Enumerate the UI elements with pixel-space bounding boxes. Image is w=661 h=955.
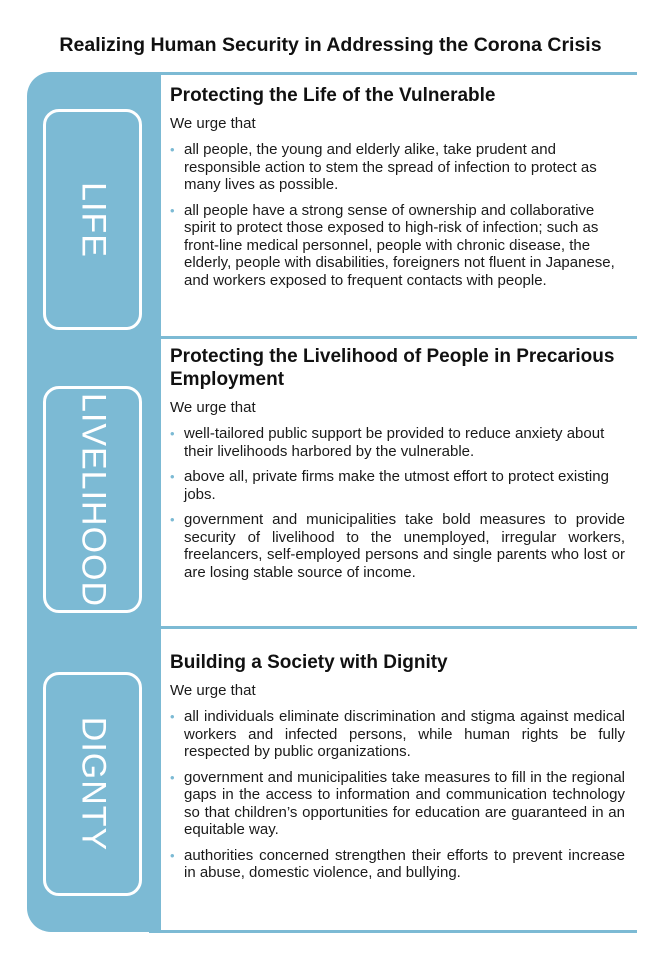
section-divider-life — [149, 336, 637, 339]
list-item-text: all individuals eliminate discrimination and stigma against medical workers and infected persons, while human rights be fully respected by public organizations. — [184, 708, 625, 760]
dignity-label: DIGNTY — [74, 716, 112, 852]
dignity-label-box — [43, 672, 142, 896]
list-item — [170, 468, 625, 503]
section-intro: We urge that — [170, 115, 256, 132]
page-title: Realizing Human Security in Addressing the Corona Crisis — [59, 34, 602, 56]
list-item-text: above all, private firms make the utmost effort to protect existing jobs. — [184, 468, 609, 503]
bullet-icon: • — [170, 512, 175, 527]
list-item-text: government and municipalities take measures to fill in the regional gaps in the access to information and communication technology so that children’s opportunities for education are guaranteed in an equitable way. — [184, 768, 625, 838]
bullet-icon: • — [170, 426, 175, 441]
list-item-text: all people, the young and elderly alike, take prudent and responsible action to stem the spread of infection to protect as many lives as possible. — [184, 141, 597, 193]
bullet-icon: • — [170, 469, 175, 484]
list-item — [170, 708, 625, 761]
list-item — [170, 511, 625, 581]
list-item — [170, 425, 625, 460]
list-item — [170, 847, 625, 882]
list-item-text: government and municipalities take bold measures to provide security of livelihood to the unemployed, irregular workers, freelancers, self-employed persons and single parents who lost or are losing stable source of income. — [184, 511, 625, 581]
bullet-icon: • — [170, 202, 175, 218]
section-title: Building a Society with Dignity — [170, 652, 448, 673]
list-item — [170, 769, 625, 839]
section-list — [170, 141, 625, 289]
list-item-text: authorities concerned strengthen their efforts to prevent increase in abuse, domestic violence, and bullying. — [184, 846, 625, 881]
bullet-icon: • — [170, 847, 175, 863]
section-list — [170, 708, 625, 882]
section-title: Protecting the Life of the Vulnerable — [170, 85, 496, 106]
list-item — [170, 141, 625, 194]
list-item-text: well-tailored public support be provided to reduce anxiety about their livelihoods harbored by the vulnerable. — [184, 425, 605, 460]
life-label-box — [43, 109, 142, 330]
list-item-text: all people have a strong sense of ownership and collaborative spirit to protect those exposed to high-risk of infection; such as front-line medical personnel, people with chronic disease, the elderly, people with disabilities, foreigners not fluent in Japanese, and workers exposed to frequent contacts with people. — [184, 201, 615, 289]
list-item — [170, 202, 625, 290]
section-life — [170, 84, 625, 289]
section-title: Protecting the Livelihood of People in Precarious Employment — [170, 346, 615, 390]
life-label: LIFE — [74, 181, 112, 258]
section-divider-livelihood — [149, 626, 637, 629]
section-dignity — [170, 651, 625, 882]
bullet-icon: • — [170, 769, 175, 785]
section-divider-top — [149, 72, 637, 75]
bullet-icon: • — [170, 142, 175, 157]
section-divider-bottom — [149, 930, 637, 933]
section-intro: We urge that — [170, 399, 256, 416]
livelihood-label: LIVELIHOOD — [74, 392, 112, 607]
bullet-icon: • — [170, 709, 175, 724]
livelihood-label-box — [43, 386, 142, 613]
section-list — [170, 425, 625, 581]
section-intro: We urge that — [170, 682, 256, 699]
section-livelihood — [170, 345, 625, 581]
